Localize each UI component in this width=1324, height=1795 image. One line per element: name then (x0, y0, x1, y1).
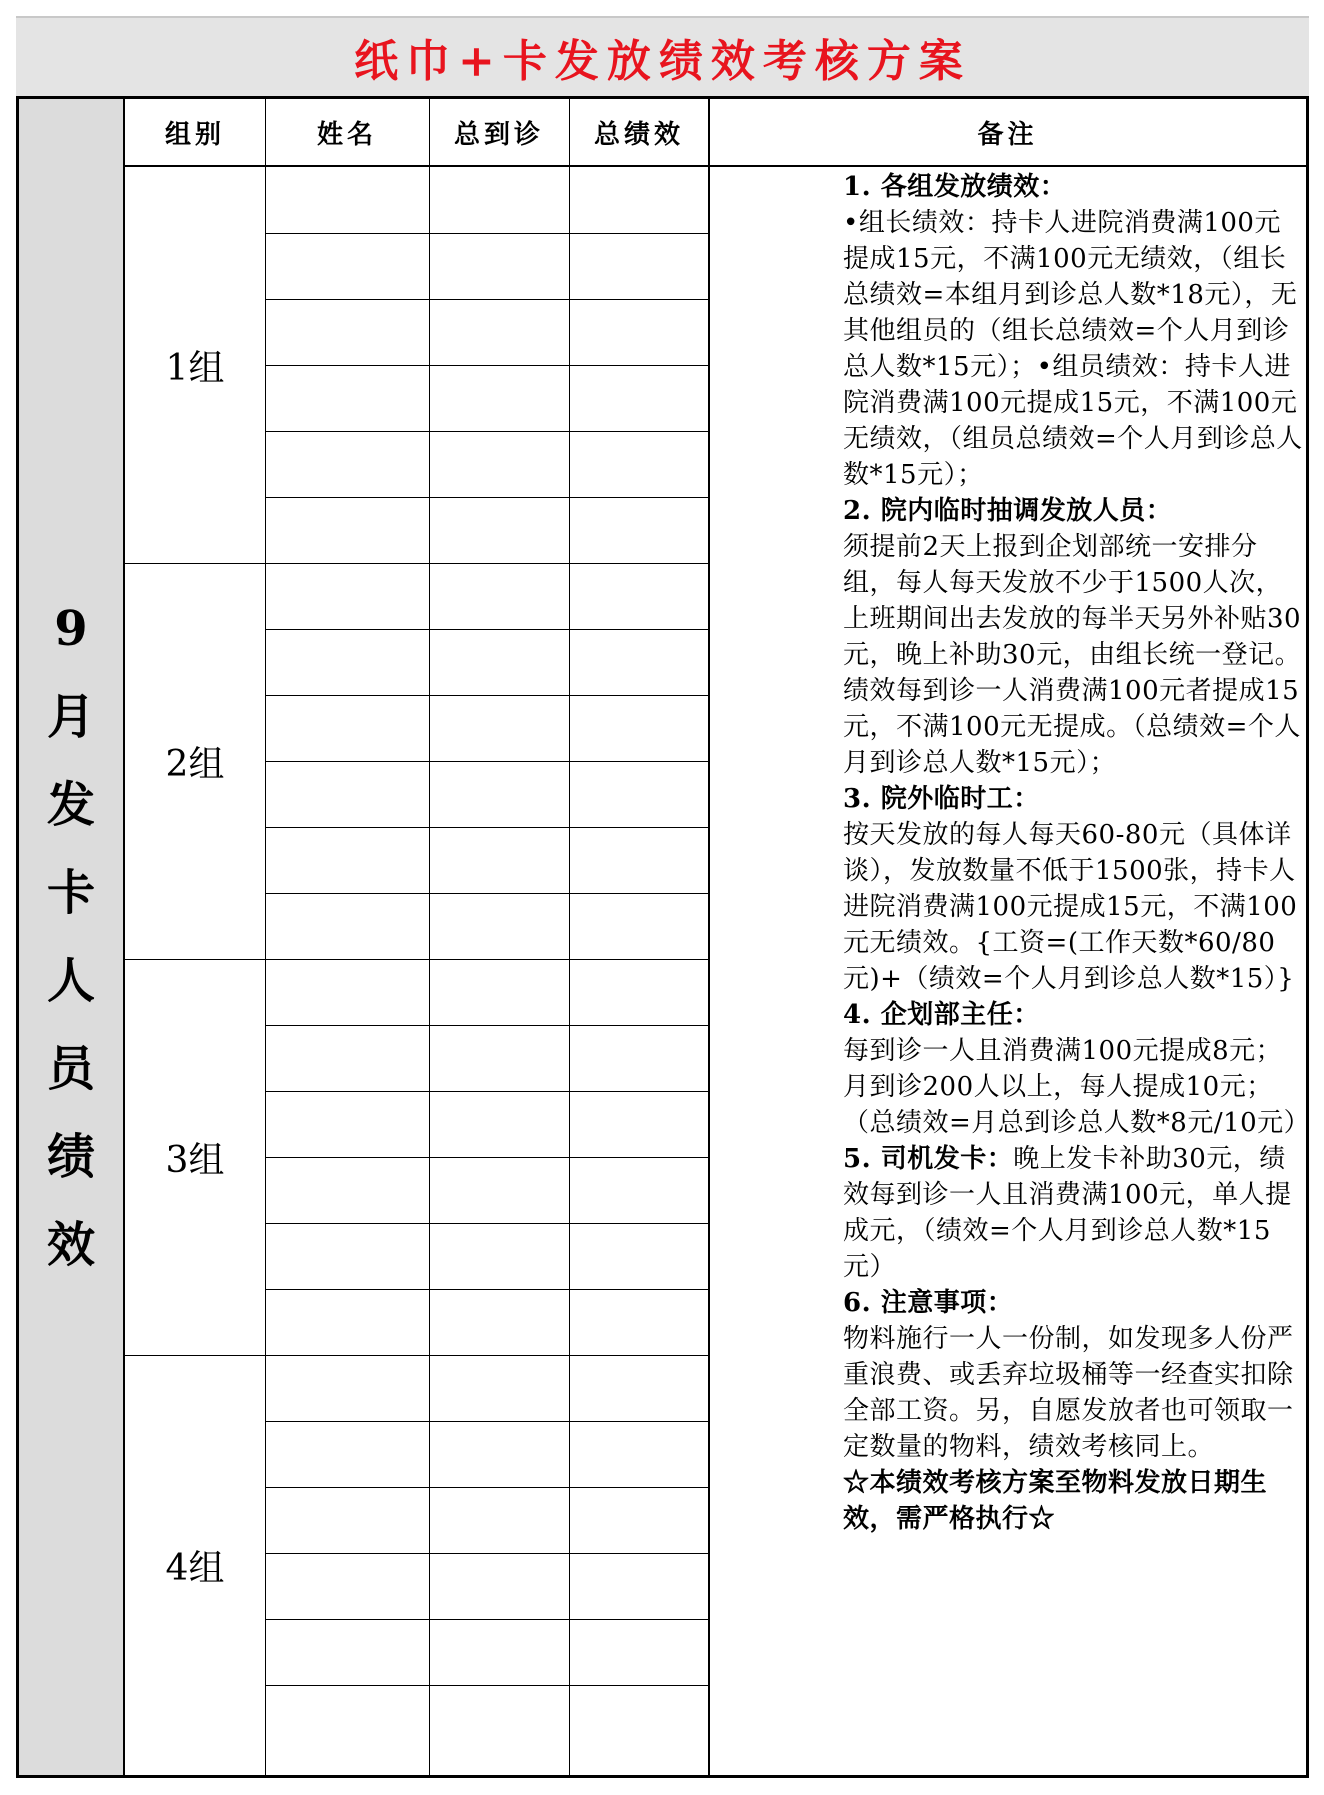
row-divider (265, 1289, 709, 1290)
note-heading: 3. 院外临时工： (843, 784, 1040, 814)
note-heading: 6. 注意事项： (843, 1288, 1014, 1318)
column-divider (265, 99, 266, 1775)
side-label-char: 效 (46, 1217, 95, 1273)
note-heading: 2. 院内临时抽调发放人员： (843, 496, 1173, 526)
note-1 (843, 169, 1305, 493)
row-divider (265, 431, 709, 432)
note-body: 按天发放的每人每天60-80元（具体详谈），发放数量不低于1500张，持卡人进院消费满100元提成15元，不满100元无绩效。{工资=(工作天数*60/80元)+（绩效=个人月到诊总人数*15）} (843, 820, 1298, 994)
group-divider (125, 959, 709, 960)
row-divider (265, 299, 709, 300)
side-label-char: 月 (46, 689, 95, 745)
row-divider (265, 1619, 709, 1620)
header-total-visits: 总到诊 (453, 119, 544, 150)
row-divider (265, 827, 709, 828)
row-divider (265, 1553, 709, 1554)
note-5 (843, 1141, 1305, 1285)
side-label-char: 人 (46, 953, 95, 1009)
row-divider (265, 893, 709, 894)
note-6 (843, 1285, 1305, 1465)
note-body: 须提前2天上报到企划部统一安排分组，每人每天发放不少于1500人次，上班期间出去发放的每半天另外补贴30元，晚上补助30元，由组长统一登记。绩效每到诊一人消费满100元者提成15元，不满100元无提成。（总绩效=个人月到诊总人数*15元）； (843, 532, 1302, 778)
note-body: 晚上发卡补助30元，绩效每到诊一人且消费满100元，单人提成元，（绩效=个人月到诊总人数*15元） (843, 1144, 1292, 1282)
row-divider (265, 761, 709, 762)
page-title: 纸巾+卡发放绩效考核方案 (354, 36, 971, 87)
row-divider (265, 1421, 709, 1422)
remarks-text (843, 169, 1311, 1537)
group-label-4: 4组 (165, 1547, 225, 1589)
row-divider (265, 629, 709, 630)
side-label-char: 员 (46, 1041, 95, 1097)
group-label-2: 2组 (165, 743, 225, 785)
row-divider (265, 1685, 709, 1686)
note-body: 物料施行一人一份制，如发现多人份严重浪费、或丢弃垃圾桶等一经查实扣除全部工资。另，自愿发放者也可领取一定数量的物料，绩效考核同上。 (843, 1324, 1294, 1462)
group-divider (125, 563, 709, 564)
side-label-char: 9 (54, 601, 88, 657)
note-body: •组长绩效：持卡人进院消费满100元提成15元，不满100元无绩效，（组长总绩效=本组月到诊总人数*18元），无其他组员的（组长总绩效=个人月到诊总人数*15元）；•组员绩效：持卡人进院消费满100元提成15元，不满100元无绩效，（组员总绩效=个人月到诊总人数*15元）； (843, 208, 1303, 490)
row-divider (265, 1487, 709, 1488)
note-4 (843, 997, 1311, 1141)
header-divider (125, 165, 1306, 167)
group-label-3: 3组 (165, 1139, 225, 1181)
side-label-char: 发 (46, 777, 95, 833)
performance-table (16, 96, 1309, 1778)
note-heading: 5. 司机发卡： (843, 1144, 1014, 1174)
note-3 (843, 781, 1305, 997)
row-divider (265, 1091, 709, 1092)
column-divider (429, 99, 430, 1775)
row-divider (265, 497, 709, 498)
row-divider (265, 233, 709, 234)
row-divider (265, 1157, 709, 1158)
footer-note: ☆本绩效考核方案至物料发放日期生效，需严格执行☆ (843, 1468, 1268, 1534)
row-divider (265, 695, 709, 696)
row-divider (265, 1025, 709, 1026)
title-bar (16, 16, 1309, 96)
row-divider (265, 1223, 709, 1224)
header-group: 组别 (164, 119, 225, 150)
note-heading: 1. 各组发放绩效： (843, 172, 1067, 202)
note-2 (843, 493, 1305, 781)
header-name: 姓名 (316, 119, 377, 150)
column-divider (708, 99, 710, 1775)
side-label (19, 99, 125, 1775)
row-divider (265, 365, 709, 366)
side-label-char: 绩 (46, 1129, 95, 1185)
note-body: 每到诊一人且消费满100元提成8元；月到诊200人以上，每人提成10元；（总绩效=月总到诊总人数*8元/10元） (843, 1036, 1311, 1138)
header-total-performance: 总绩效 (593, 119, 684, 150)
group-divider (125, 1355, 709, 1356)
group-label-1: 1组 (165, 347, 225, 389)
header-remarks: 备注 (977, 119, 1038, 150)
column-divider (569, 99, 570, 1775)
side-label-char: 卡 (46, 865, 95, 921)
note-heading: 4. 企划部主任： (843, 1000, 1040, 1030)
